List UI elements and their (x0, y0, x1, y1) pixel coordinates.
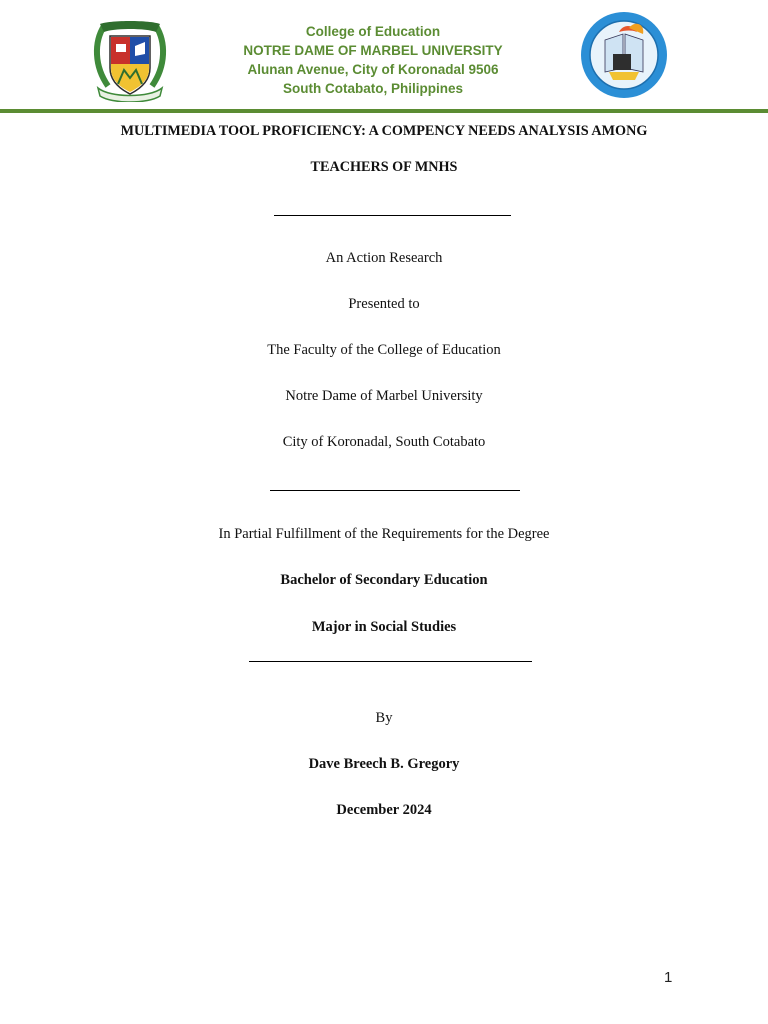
presented-to-label: Presented to (348, 296, 420, 312)
university-region: South Cotabato, Philippines (283, 81, 463, 96)
college-seal-logo (579, 10, 669, 100)
fulfillment-line: In Partial Fulfillment of the Requirements for the Degree (218, 526, 550, 542)
submission-date: December 2024 (336, 802, 432, 818)
university-address: Alunan Avenue, City of Koronadal 9506 (247, 62, 499, 77)
separator-line (249, 661, 532, 662)
page-number: 1 (664, 969, 673, 986)
by-label: By (375, 710, 393, 726)
author-name: Dave Breech B. Gregory (308, 756, 460, 772)
separator-line (274, 215, 511, 216)
document-header (0, 0, 768, 116)
faculty-line: The Faculty of the College of Education (267, 342, 501, 358)
college-name: College of Education (305, 24, 441, 39)
header-divider (0, 109, 768, 113)
institution-header-text (220, 22, 526, 98)
university-name: NOTRE DAME OF MARBEL UNIVERSITY (243, 43, 503, 58)
university-crest-logo (90, 14, 170, 102)
degree-line: Bachelor of Secondary Education (280, 572, 488, 588)
document-type: An Action Research (325, 250, 443, 266)
major-line: Major in Social Studies (311, 619, 457, 635)
document-title-line-2: TEACHERS OF MNHS (310, 159, 458, 175)
university-line: Notre Dame of Marbel University (285, 388, 483, 404)
separator-line (270, 490, 520, 491)
location-line: City of Koronadal, South Cotabato (282, 434, 486, 450)
document-title-line-1: MULTIMEDIA TOOL PROFICIENCY: A COMPENCY NEEDS ANALYSIS AMONG (120, 123, 648, 139)
